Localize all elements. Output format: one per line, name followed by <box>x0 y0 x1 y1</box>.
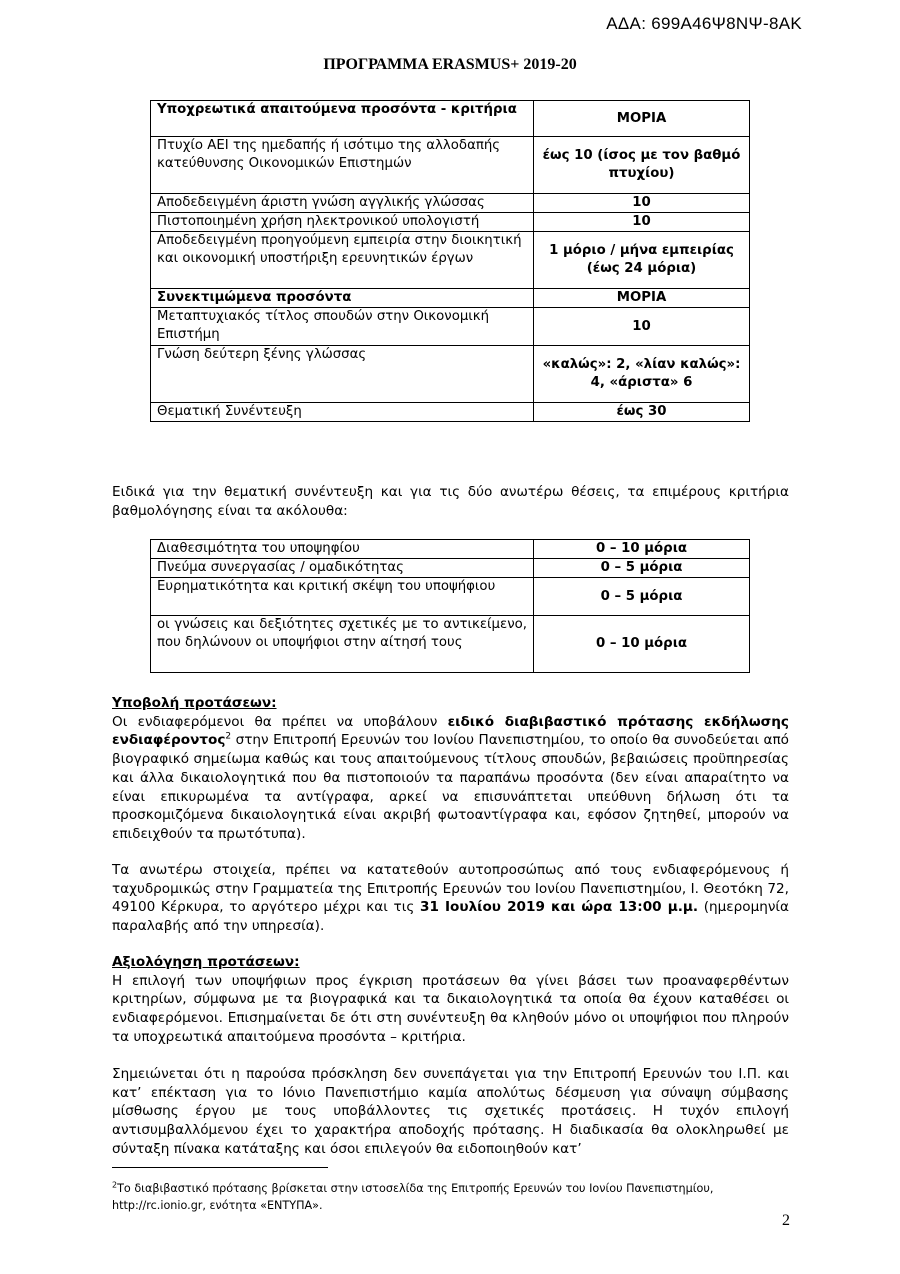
table-row <box>151 101 750 137</box>
interview-intro: Ειδικά για την θεματική συνέντευξη και για τις δύο ανωτέρω θέσεις, τα επιμέρους κριτήρια βαθμολόγησης είναι τα ακόλουθα: <box>112 484 789 519</box>
table-cell-label: οι γνώσεις και δεξιότητες σχετικές με το αντικείμενο, που δηλώνουν οι υποψήφιοι στην αίτησή τους <box>151 616 534 673</box>
table-cell-value: ΜΟΡΙΑ <box>534 289 750 308</box>
table-row <box>151 616 750 673</box>
table-cell-label: Πιστοποιημένη χρήση ηλεκτρονικού υπολογιστή <box>151 213 534 232</box>
table-row <box>151 137 750 194</box>
table-cell-value: έως 30 <box>534 403 750 422</box>
table-cell-label: Μεταπτυχιακός τίτλος σπουδών στην Οικονομική Επιστήμη <box>151 308 534 346</box>
table-row <box>151 346 750 403</box>
table-cell-label: Υποχρεωτικά απαιτούμενα προσόντα - κριτήρια <box>151 101 534 137</box>
table-cell-value: «καλώς»: 2, «λίαν καλώς»: 4, «άριστα» 6 <box>534 346 750 403</box>
table-cell-value: ΜΟΡΙΑ <box>534 101 750 137</box>
table-row <box>151 213 750 232</box>
table-cell-label: Γνώση δεύτερη ξένης γλώσσας <box>151 346 534 403</box>
table-cell-label: Αποδεδειγμένη προηγούμενη εμπειρία στην διοικητική και οικονομική υποστήριξη ερευνητικών έργων <box>151 232 534 289</box>
criteria-table <box>150 100 750 422</box>
table-cell-label: Θεματική Συνέντευξη <box>151 403 534 422</box>
table-cell-value: 0 – 5 μόρια <box>534 578 750 616</box>
table-row <box>151 232 750 289</box>
evaluation-note-paragraph: Σημειώνεται ότι η παρούσα πρόσκληση δεν συνεπάγεται για την Επιτροπή Ερευνών του Ι.Π. και κατ’ επέκταση για το Ιόνιο Πανεπιστήμιο καμία απολύτως δέσμευση για σύναψη σύμβασης μίσθωσης έργου με τους υποβάλλοντες τις σχετικές προτάσεις. Η τυχόν επιλογή αντισυμβαλλόμενου έχει το χαρακτήρα αποδοχής πρότασης. Η διαδικασία θα ολοκληρωθεί με σύνταξη πίνακα κατάταξης και όσοι επιλεγούν θα ειδοποιηθούν κατ’ <box>112 1066 789 1157</box>
table-cell-value: 10 <box>534 194 750 213</box>
table-cell-label: Ευρηματικότητα και κριτική σκέψη του υποψήφιου <box>151 578 534 616</box>
table-cell-value: έως 10 (ίσος με τον βαθμό πτυχίου) <box>534 137 750 194</box>
evaluation-section <box>112 953 789 1047</box>
table-cell-label: Αποδεδειγμένη άριστη γνώση αγγλικής γλώσσας <box>151 194 534 213</box>
table-cell-value: 1 μόριο / μήνα εμπειρίας (έως 24 μόρια) <box>534 232 750 289</box>
table-cell-value: 0 – 5 μόρια <box>534 559 750 578</box>
submission-section <box>112 694 789 844</box>
interview-criteria-table <box>150 539 750 673</box>
footnote: $^2$Το διαβιβαστικό πρότασης βρίσκεται στην ιστοσελίδα της Επιτροπής Ερευνών του Ιονίου Πανεπιστημίου, http://rc.ionio.gr, ενότητα «ΕΝΤΥΠΑ». <box>112 1180 714 1212</box>
footnote-divider <box>112 1167 328 1168</box>
section-heading: Υποβολή προτάσεων: <box>112 695 277 711</box>
table-cell-label: Πνεύμα συνεργασίας / ομαδικότητας <box>151 559 534 578</box>
table-row <box>151 559 750 578</box>
table-cell-label: Συνεκτιμώμενα προσόντα <box>151 289 534 308</box>
submission-deadline-paragraph: Τα ανωτέρω στοιχεία, πρέπει να κατατεθούν αυτοπροσώπως από τους ενδιαφερόμενους ή ταχυδρομικώς στην Γραμματεία της Επιτροπής Ερευνών του Ιονίου Πανεπιστημίου, Ι. Θεοτόκη 72, 49100 Κέρκυρα, το αργότερο μέχρι και τις 31 Ιουλίου 2019 και ώρα 13:00 μ.μ. (ημερομηνία παραλαβής από την υπηρεσία). <box>112 862 789 935</box>
submission-paragraph: Οι ενδιαφερόμενοι θα πρέπει να υποβάλουν ειδικό διαβιβαστικό πρότασης εκδήλωσης ενδιαφέροντος$^2$ στην Επιτροπή Ερευνών του Ιονίου Πανεπιστημίου, το οποίο θα συνοδεύεται από βιογραφικό σημείωμα καθώς και τους απαιτούμενους τίτλους σπουδών, βεβαιώσεις προϋπηρεσίας και άλλα δικαιολογητικά που θα πιστοποιούν τα παραπάνω προσόντα (δεν είναι απαραίτητο να είναι επικυρωμένα τα αντίγραφα, αρκεί να επισυνάπτεται υπεύθυνη δήλωση ότι τα προσκομιζόμενα δικαιολογητικά είναι ακριβή φωτοαντίγραφα και, εφόσον ζητηθεί, μπορούν να επιδειχθούν τα πρωτότυπα). <box>112 713 789 842</box>
table-row <box>151 289 750 308</box>
table-cell-label: Πτυχίο ΑΕΙ της ημεδαπής ή ισότιμο της αλλοδαπής κατεύθυνσης Οικονομικών Επιστημών <box>151 137 534 194</box>
table-cell-label: Διαθεσιμότητα του υποψηφίου <box>151 540 534 559</box>
table-row <box>151 540 750 559</box>
table-row <box>151 308 750 346</box>
table-cell-value: 0 – 10 μόρια <box>534 540 750 559</box>
table-cell-value: 10 <box>534 308 750 346</box>
table-cell-value: 10 <box>534 213 750 232</box>
evaluation-paragraph: Η επιλογή των υποψήφιων προς έγκριση προτάσεων θα γίνει βάσει των προαναφερθέντων κριτηρίων, σύμφωνα με τα βιογραφικά και τα δικαιολογητικά τα οποία θα έχουν καταθέσει οι ενδιαφερόμενοι. Επισημαίνεται δε ότι στη συνέντευξη θα κληθούν μόνο οι υποψήφιοι που πληρούν τα υποχρεωτικά απαιτούμενα προσόντα – κριτήρια. <box>112 972 789 1045</box>
table-row <box>151 578 750 616</box>
table-row <box>151 194 750 213</box>
table-row <box>151 403 750 422</box>
page-number: 2 <box>782 1212 790 1229</box>
document-title: ΠΡΟΓΡΑΜΜΑ ERASMUS+ 2019-20 <box>323 56 577 73</box>
section-heading: Αξιολόγηση προτάσεων: <box>112 954 300 970</box>
ada-code: ΑΔΑ: 699Α46Ψ8ΝΨ-8ΑΚ <box>606 14 802 33</box>
table-cell-value: 0 – 10 μόρια <box>534 616 750 673</box>
